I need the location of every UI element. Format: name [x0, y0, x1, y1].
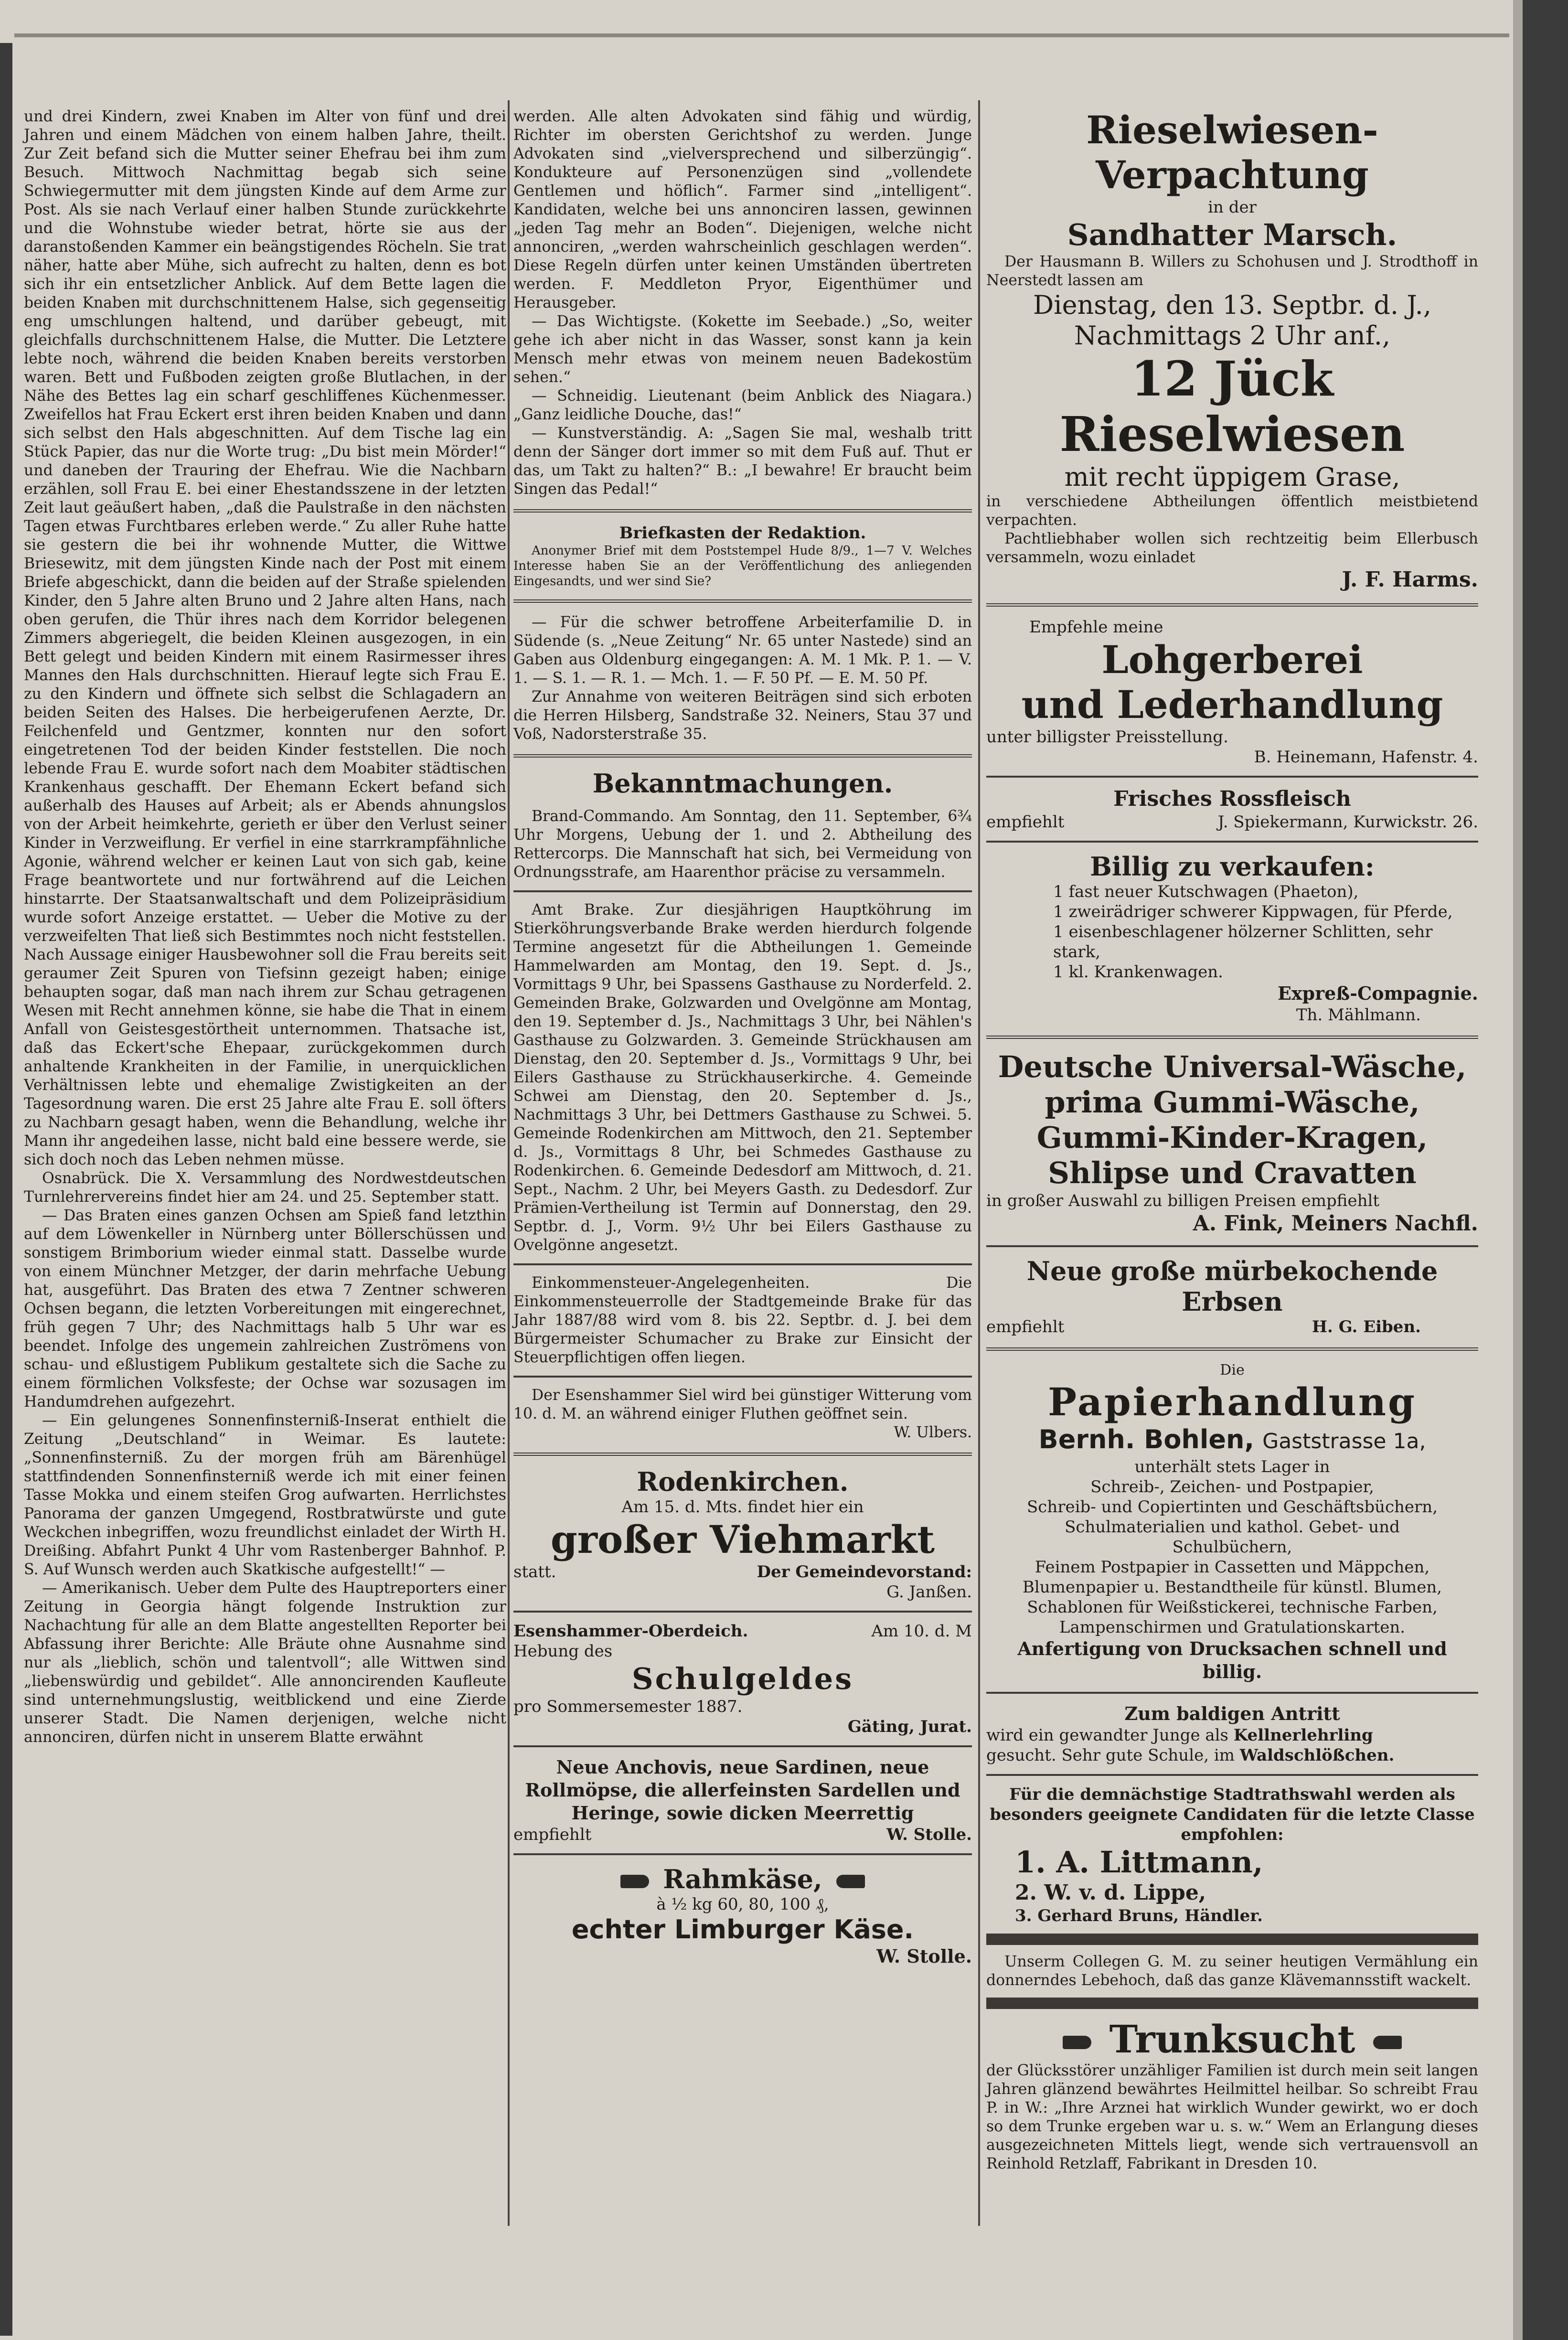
lohgerberei-sign: B. Heinemann, Hafenstr. 4. — [1254, 748, 1478, 767]
article-sonnenfinsternis: — Ein gelungenes Sonnenfinsterniß-Inserat enthielt die Zeitung „Deutschland“ in Weimar. Es lautete: „Sonnenfinsterniß. Zu der morgen früh am Bärenhügel stattfindenden Sonnenfinsterniß werde ich mit einer feinen Tasse Mokka und einem steifen Grog aufwarten. Herrlichstes Panorama der ganzen Umgegend, Rostbratwürste und gute Weckchen inbegriffen, wozu freundlichst einladet der Wirth H. Dreißing. Abfahrt Punkt 4 Uhr vom Rastenberger Bahnhof. P. S. Auf Wunsch werden auch Skatkische aufgestellt!“ — — [24, 1412, 506, 1578]
ad-erbsen — [986, 1256, 1478, 1337]
verkaufen-item: 1 fast neuer Kutschwagen (Phaeton), — [1053, 882, 1359, 901]
limburger-line: echter Limburger Käse. — [571, 1914, 914, 1945]
pointing-hand-icon — [620, 1875, 649, 1888]
black-bar — [986, 1934, 1478, 1945]
spende-text: — Für die schwer betroffene Arbeiterfamilie D. in Südende (s. „Neue Zeitung“ Nr. 65 unter Nastede) sind an Gaben aus Oldenburg eingegangen: A. M. 1 Mk. P. 1. — V. 1. — S. 1. — R. 1. — Mch. 1. — F. 50 Pf. — E. M. 50 Pf. — [513, 614, 972, 687]
notice-brand-commando: Brand-Commando. Am Sonntag, den 11. September, 6¾ Uhr Morgens, Uebung der 1. und 2. Abtheilung des Rettercorps. Die Mannschaft hat sich, bei Vermeidung von Ordnungsstrafe, am Haarenthor präcise zu versammeln. — [513, 808, 972, 881]
column-1 — [24, 107, 506, 1747]
schulgeld-sign: Gäting, Jurat. — [847, 1717, 972, 1736]
rahmkaese-title: Rahmkäse, — [663, 1864, 822, 1894]
notice-einkommensteuer: Einkommensteuer-Angelegenheiten. Die Einkommensteuerrolle der Stadtgemeinde Brake für das Jahr 1887/88 wird vom 8. bis 22. Septbr. d. J. bei dem Bürgermeister Schumacher zu Brake zur Einsicht der Steuerpflichtigen offen liegen. — [513, 1274, 972, 1366]
schulgeld-line: Hebung des — [513, 1642, 613, 1661]
divider — [986, 1245, 1478, 1247]
divider — [986, 1036, 1478, 1039]
pointing-hand-icon — [836, 1875, 865, 1888]
kellner-text2: gesucht. Sehr gute Schule, im — [986, 1746, 1235, 1765]
wahl-candidate-1: 1. A. Littmann, — [1015, 1845, 1263, 1880]
column-rule-1 — [508, 100, 510, 2226]
divider — [986, 603, 1478, 607]
rahmkaese-sign: W. Stolle. — [876, 1945, 972, 1967]
divider — [513, 1376, 972, 1378]
rieselwiesen-gras: mit recht üppigem Grase, — [1064, 462, 1400, 492]
ad-anchovis — [513, 1756, 972, 1845]
kellner-position: Kellnerlehrling — [1233, 1726, 1373, 1745]
spende-annahme: Zur Annahme von weiteren Beiträgen sind sich erboten die Herren Hilsberg, Sandstraße 32. Neiners, Stau 37 und Voß, Nadorsterstraße 35. — [513, 688, 972, 743]
column-2 — [513, 107, 972, 1973]
papier-die: Die — [1220, 1362, 1245, 1378]
verkaufen-item: 1 zweirädriger schwerer Kippwagen, für Pferde, — [1053, 902, 1453, 921]
binding-edge-left — [0, 43, 12, 2336]
notice-siel: Der Esenshammer Siel wird bei günstiger Witterung vom 10. d. M. an während einiger Fluthen geöffnet sein. — [513, 1387, 972, 1422]
verkaufen-item: 1 eisenbeschlagener hölzerner Schlitten, sehr stark, — [1053, 922, 1433, 962]
papier-line: Schulmaterialien und kathol. Gebet- und — [1065, 1517, 1400, 1537]
anchovis-text: Neue Anchovis, neue Sardinen, neue Rollmöpse, die allerfeinsten Sardellen und Heringe, sowie dicken Meerrettig — [525, 1756, 960, 1824]
kellner-title: Zum baldigen Antritt — [1124, 1703, 1340, 1724]
rieselwiesen-inder: in der — [1208, 198, 1257, 217]
ad-rieselwiesen — [986, 107, 1478, 593]
divider — [513, 1745, 972, 1747]
vermaehlung-text: Unserm Collegen G. M. zu seiner heutigen Vermählung ein donnerndes Lebehoch, daß das ganze Klävemannsstift wackelt. — [986, 1953, 1478, 1989]
divider — [513, 1853, 972, 1855]
ad-lohgerberei — [986, 617, 1478, 767]
erbsen-sign: H. G. Eiben. — [1312, 1317, 1421, 1336]
binding-edge-right — [1523, 0, 1568, 2340]
column-rule-2 — [978, 100, 980, 2226]
papier-line: Lampenschirmen und Gratulationskarten. — [1059, 1618, 1406, 1637]
ad-rodenkirchen — [513, 1466, 972, 1602]
column-3 — [986, 107, 1478, 2178]
trunksucht-text: der Glücksstörer unzähliger Familien ist durch mein seit langen Jahren glänzend bewährtes Heilmittel heilbar. So schreibt Frau P. in W.: „Ihre Arznei hat wirklich Wunder gewirkt, wo er doch so dem Trunke ergeben war u. s. w.“ Wem an Erlangung dieses ausgezeichneten Mittels liegt, wende sich vertrauensvoll an Reinhold Retzlaff, Fabrikant in Dresden 10. — [986, 2062, 1478, 2172]
papier-drucksachen: Anfertigung von Drucksachen schnell und billig. — [1017, 1638, 1447, 1682]
ad-rahmkaese — [513, 1864, 972, 1968]
viehmarkt-headline: großer Viehmarkt — [550, 1517, 935, 1562]
anchovis-sign: W. Stolle. — [886, 1825, 972, 1844]
erbsen-empf: empfiehlt — [986, 1317, 1065, 1336]
rieselwiesen-sign: J. F. Harms. — [1342, 567, 1478, 592]
rodenkirchen-statt: statt. — [513, 1562, 556, 1581]
waesche-line-3: Gummi-Kinder-Kragen, — [1036, 1120, 1428, 1155]
rahmkaese-price: à ½ kg 60, 80, 100 ₰, — [656, 1895, 829, 1914]
ad-kellner — [986, 1702, 1478, 1765]
verkaufen-sign-name: Th. Mählmann. — [1296, 1005, 1421, 1025]
divider — [986, 1347, 1478, 1351]
papier-owner: Bernh. Bohlen, — [1038, 1424, 1254, 1454]
black-bar — [986, 1998, 1478, 2009]
trunksucht-title: Trunksucht — [1109, 2017, 1355, 2062]
anchovis-empf: empfiehlt — [513, 1825, 592, 1844]
rodenkirchen-sign: Der Gemeindevorstand: — [757, 1562, 972, 1581]
lohgerberei-title: Lohgerberei — [1101, 637, 1363, 682]
waesche-line-4: Shlipse und Cravatten — [1048, 1155, 1417, 1190]
ad-rossfleisch — [986, 786, 1478, 832]
papier-line: Feinem Postpapier in Cassetten und Mäppchen, — [1035, 1558, 1430, 1577]
top-rule — [14, 33, 1509, 37]
divider — [986, 1692, 1478, 1694]
rodenkirchen-sign-name: G. Janßen. — [886, 1582, 972, 1602]
article-osnabrueck: Osnabrück. Die X. Versammlung des Nordwestdeutschen Turnlehrervereins findet hier am 24. und 25. September statt. — [24, 1170, 506, 1206]
notice-siel-sign: W. Ulbers. — [894, 1424, 972, 1441]
divider — [513, 1453, 972, 1456]
wahl-head: Für die demnächstige Stadtrathswahl werden als besonders geeignete Candidaten für die letzte Classe empfohlen: — [990, 1785, 1475, 1844]
rodenkirchen-line: Am 15. d. Mts. findet hier ein — [621, 1497, 864, 1517]
rossfleisch-empf: empfiehlt — [986, 812, 1065, 832]
schulgeld-headline: Schulgeldes — [631, 1661, 854, 1696]
waesche-line-2: prima Gummi-Wäsche, — [1045, 1085, 1420, 1120]
article-ochsen: — Das Braten eines ganzen Ochsen am Spieß fand letzthin auf dem Löwenkeller in Nürnberg unter Böllerschüssen und sonstigem Brimborium wieder einmal statt. Dasselbe wurde von einem Münchner Metzger, der darin mehrfache Uebung hat, ausgeführt. Das Braten des etwa 7 Zentner schweren Ochsen begann, die letzten Vorbereitungen mit eingerechnet, früh gegen 7 Uhr; des Nachmittags halb 5 Uhr war es beendet. Infolge des ungemein zahlreichen Zuströmens von schau- und eßlustigem Publikum gestaltete sich die Sache zu einem förmlichen Volksfeste; der Ochse war sozusagen im Handumdrehen aufgezehrt. — [24, 1207, 506, 1410]
article-murder: und drei Kindern, zwei Knaben im Alter von fünf und drei Jahren und einem Mädchen von einem halben Jahre, theilt. Zur Zeit befand sich die Mutter seiner Ehefrau bei ihm zum Besuch. Mittwoch Nachmittag begab sich seine Schwiegermutter mit dem jüngsten Kinde auf dem Arme zur Post. Als sie nach Verlauf einer halben Stunde zurückkehrte und die Wohnstube wieder betrat, hörte sie aus der daranstoßenden Kammer ein beängstigendes Röcheln. Sie trat näher, hatte aber Mühe, sich aufrecht zu halten, denn es bot sich ihr ein entsetzlicher Anblick. Auf dem Bette lagen die beiden Knaben mit durchschnittenem Halse, sich gegenseitig eng umschlungen haltend, und darüber gebeugt, mit gleichfalls durchschnittenem Halse, die Mutter. Die Letztere lebte noch, während die beiden Knaben bereits verstorben waren. Bett und Fußboden zeigten große Blutlachen, in der Nähe des Bettes lag ein scharf geschliffenes Küchenmesser. Zweifellos hat Frau Eckert erst ihren beiden Knaben und dann sich selbst den Hals abgeschnitten. Auf dem Tische lag ein Stück Papier, das nur die Worte trug: „Du bist mein Mörder!“ und daneben der Trauring der Ehefrau. Wie die Nachbarn erzählen, soll Frau E. bei einer Ehestandsszene in der letzten Zeit laut geäußert haben, „daß die Paulstraße in den nächsten Tagen etwas Furchtbares erleben werde.“ Zu aller Ruhe hatte sie gestern die bei ihr wohnende Mutter, die Wittwe Briesewitz, mit dem jüngsten Kinde nach der Post mit einem Briefe abgeschickt, dann die beiden auf der Straße spielenden Kinder, den 5 Jahre alten Bruno und 2 Jahre alten Hans, nach oben gerufen, die Thür ihres nach dem Korridor belegenen Zimmers abgeriegelt, die beiden Kleinen ausgezogen, in ein Bett gelegt und beiden Kindern mit einem Rasirmesser ihres Mannes den Hals durchschnitten. Hierauf legte sich Frau E. zu den Kindern und öffnete sich selbst die Schlagadern an beiden Seiten des Halses. Die herbeigerufenen Aerzte, Dr. Feilchenfeld und Gentzmer, konnten nur den sofort eingetretenen Tod der beiden Kinder feststellen. Die noch lebende Frau E. wurde sofort nach dem Moabiter städtischen Krankenhaus geschafft. Der Ehemann Eckert befand sich außerhalb des Hauses auf Arbeit; als er Abends ahnungslos von der Arbeit heimkehrte, gerieth er über den Verlust seiner Kinder in Verzweiflung. Er verfiel in eine starrkrampfähnliche Agonie, während welcher er keinen Laut von sich gab, keine Frage beantwortete und nur fortwährend auf die Leichen hinstarrte. Der Staatsanwaltschaft und dem Polizeipräsidium wurde sofort Anzeige erstattet. — Ueber die Motive zu der verzweifelten That ließ sich Bestimmtes noch nicht feststellen. Nach Aussage einiger Hausbewohner soll die Frau bereits seit geraumer Zeit Spuren von Tiefsinn gezeigt haben; einige behaupten sogar, daß man nach ihrem zur Schau getragenen Wesen mit Recht annehmen könne, sie habe die That in einem Anfall von Geistesgestörtheit unternommen. Thatsache ist, daß das Eckert'sche Ehepaar, zurückgekommen durch anhaltende Krankheiten in der Familie, in unerquicklichen Verhältnissen lebte und ehemalige Zwistigkeiten an der Tagesordnung waren. Die erst 25 Jahre alte Frau E. soll öfters zu Nachbarn gesagt haben, wenn die Behandlung, welche ihr Mann ihr angedeihen lasse, nicht bald eine bessere werde, sie sich doch noch das Leben nehmen müsse. — [24, 108, 506, 1168]
verkaufen-title: Billig zu verkaufen: — [1090, 851, 1375, 882]
kellner-text1: wird ein gewandter Junge als — [986, 1726, 1228, 1745]
waesche-text: in großer Auswahl zu billigen Preisen empfiehlt — [986, 1191, 1380, 1210]
rieselwiesen-text3: Pachtliebhaber wollen sich rechtzeitig beim Ellerbusch versammeln, wozu einladet — [986, 530, 1478, 566]
ad-trunksucht — [986, 2017, 1478, 2173]
rieselwiesen-headline: 12 Jück Rieselwiesen — [1059, 351, 1405, 462]
lohgerberei-text: unter billigster Preisstellung. — [986, 727, 1228, 747]
papier-title: Papierhandlung — [1048, 1379, 1417, 1424]
verkaufen-sign: Expreß-Compagnie. — [1277, 983, 1478, 1004]
schulgeld-date: Am 10. d. M — [871, 1622, 972, 1641]
divider — [986, 1774, 1478, 1776]
papier-address: Gaststrasse 1a, — [1262, 1429, 1426, 1453]
papier-line: Schulbüchern, — [1172, 1538, 1292, 1557]
rieselwiesen-date: Dienstag, den 13. Septbr. d. J., — [1033, 290, 1431, 320]
pointing-hand-icon — [1063, 2036, 1091, 2049]
erbsen-title: Neue große mürbekochende Erbsen — [1026, 1256, 1438, 1317]
divider — [986, 776, 1478, 778]
briefkasten-title: Briefkasten der Redaktion. — [619, 524, 866, 543]
divider — [513, 754, 972, 758]
kellner-place: Waldschlößchen. — [1239, 1746, 1395, 1765]
waesche-sign: A. Fink, Meiners Nachfl. — [1193, 1211, 1478, 1236]
rieselwiesen-marsch: Sandhatter Marsch. — [1067, 217, 1397, 252]
rieselwiesen-time: Nachmittags 2 Uhr anf., — [1074, 321, 1391, 351]
rieselwiesen-title: Rieselwiesen-Verpachtung — [1086, 107, 1378, 197]
papier-line: unterhält stets Lager in — [1134, 1457, 1330, 1476]
rossfleisch-title: Frisches Rossfleisch — [1113, 787, 1351, 811]
schulgeld-semester: pro Sommersemester 1887. — [513, 1697, 743, 1716]
notice-amt-brake: Amt Brake. Zur diesjährigen Hauptköhrung im Stierköhrungsverbande Brake werden hierdurch folgende Termine angesetzt für die Abtheilungen 1. Gemeinde Hammelwarden am Montag, den 19. Sept. d. Js., Vormittags 9 Uhr, bei Spassens Gasthause zu Norderfeld. 2. Gemeinden Brake, Golzwarden und Ovelgönne am Montag, den 19. September d. Js., Nachmittags 3 Uhr, bei Nählen's Gasthause zu Golzwarden. 3. Gemeinde Strückhausen am Dienstag, den 20. September d. Js., Vormittags 9 Uhr, bei Eilers Gasthause zu Strückhauserkirche. 4. Gemeinde Schwei am Dienstag, den 20. September d. Js., Nachmittags 3 Uhr, bei Dettmers Gasthause zu Schwei. 5. Gemeinde Rodenkirchen am Mittwoch, den 21. September d. Js., Vormittags 8 Uhr, bei Schmedes Gasthause zu Rodenkirchen. 6. Gemeinde Dedesdorf am Mittwoch, d. 21. Sept., Nachm. 2 Uhr, bei Meyers Gasth. zu Dedesdorf. Zur Prämien-Vertheilung ist Termin auf Donnerstag, den 29. Septbr. d. J., Vorm. 9½ Uhr bei Eilers Gasthause zu Ovelgönne angesetzt. — [513, 901, 972, 1254]
papier-line: Schablonen für Weißstickerei, technische Farben, — [1027, 1598, 1438, 1617]
joke-schneidig: — Schneidig. Lieutenant (beim Anblick des Niagara.) „Ganz leidliche Douche, das!“ — [513, 387, 972, 423]
rieselwiesen-text1: Der Hausmann B. Willers zu Schohusen und J. Strodthoff in Neerstedt lassen am — [986, 253, 1478, 289]
joke-kunstverstaendig: — Kunstverständig. A: „Sagen Sie mal, weshalb tritt denn der Sänger dort immer so mit dem Fuß auf. Thut er das, um Takt zu halten?“ B.: „I bewahre! Er braucht beim Singen das Pedal!“ — [513, 425, 972, 498]
waesche-line-1: Deutsche Universal-Wäsche, — [998, 1049, 1467, 1084]
wahl-candidate-3: 3. Gerhard Bruns, Händler. — [1015, 1906, 1263, 1925]
ad-waesche — [986, 1049, 1478, 1237]
ad-stadtrathswahl — [986, 1784, 1478, 1926]
papier-line: Schreib-, Zeichen- und Postpapier, — [1090, 1477, 1374, 1496]
papier-line: Schreib- und Copiertinten und Geschäftsbüchern, — [1026, 1497, 1438, 1517]
wahl-candidate-2: 2. W. v. d. Lippe, — [1015, 1881, 1206, 1905]
article-amerikanisch: — Amerikanisch. Ueber dem Pulte des Hauptreporters einer Zeitung in Georgia hängt folgende Instruktion zur Nachachtung für alle an dem Blatte angestellten Reporter bei Abfassung ihrer Berichte: Alle Bräute ohne Ausnahme sind nur als „lieblich, schön und talentvoll“; alle Wittwen sind „liebenswürdig und gebildet“. Alle annoncirenden Kaufleute sind unternehmungslustig, weitblickend und eine Zierde unserer Stadt. Die Namen derjenigen, welche nicht annonciren, dürfen nicht in unserem Blatte erwähnt — [24, 1580, 506, 1746]
divider — [986, 841, 1478, 843]
bekanntmachungen-title: Bekanntmachungen. — [592, 768, 893, 799]
rodenkirchen-title: Rodenkirchen. — [637, 1466, 849, 1497]
lohgerberei-pre: Empfehle meine — [1029, 618, 1163, 637]
rieselwiesen-text2: in verschiedene Abtheilungen öffentlich meistbietend verpachten. — [986, 493, 1478, 529]
schulgeld-place: Esenshammer-Oberdeich. — [513, 1622, 748, 1641]
joke-wichtigste: — Das Wichtigste. (Kokette im Seebade.) „So, weiter gehe ich aber nicht in das Wasser, sonst kann ja kein Mensch mehr etwas von meinem neuen Badekostüm sehen.“ — [513, 313, 972, 386]
divider — [513, 599, 972, 603]
ad-papierhandlung — [986, 1361, 1478, 1683]
papier-line: Blumenpapier u. Bestandtheile für künstl. Blumen, — [1022, 1578, 1442, 1597]
divider — [513, 1263, 972, 1265]
ad-verkaufen — [986, 851, 1478, 1025]
briefkasten-text: Anonymer Brief mit dem Poststempel Hude 8/9., 1—7 V. Welches Interesse haben Sie an der Veröffentlichung des anliegenden Eingesandts, und wer sind Sie? — [513, 544, 972, 588]
rossfleisch-sign: J. Spiekermann, Kurwickstr. 26. — [1217, 812, 1478, 832]
page-edge-shadow — [1513, 0, 1523, 2340]
pointing-hand-icon — [1373, 2036, 1402, 2049]
lederhandlung-title: und Lederhandlung — [1021, 682, 1443, 727]
divider — [513, 1611, 972, 1613]
article-amerikanisch-cont: werden. Alle alten Advokaten sind fähig und würdig, Richter im obersten Gerichtshof zu werden. Junge Advokaten sind „vielversprechend und silberzüngig“. Kondukteure auf Personenzügen sind „vollendete Gentlemen und höflich“. Farmer sind „intelligent“. Kandidaten, welche bei uns annonciren lassen, gewinnen „jeden Tag mehr an Boden“. Diejenigen, welche nicht annonciren, „werden wahrscheinlich geschlagen werden“. Diese Regeln dürfen unter keinen Umständen übertreten werden. F. Meddleton Pryor, Eigenthümer und Herausgeber. — [513, 108, 972, 311]
verkaufen-item: 1 kl. Krankenwagen. — [1053, 962, 1223, 982]
divider — [513, 890, 972, 892]
divider — [513, 509, 972, 513]
ad-schulgeld — [513, 1621, 972, 1737]
